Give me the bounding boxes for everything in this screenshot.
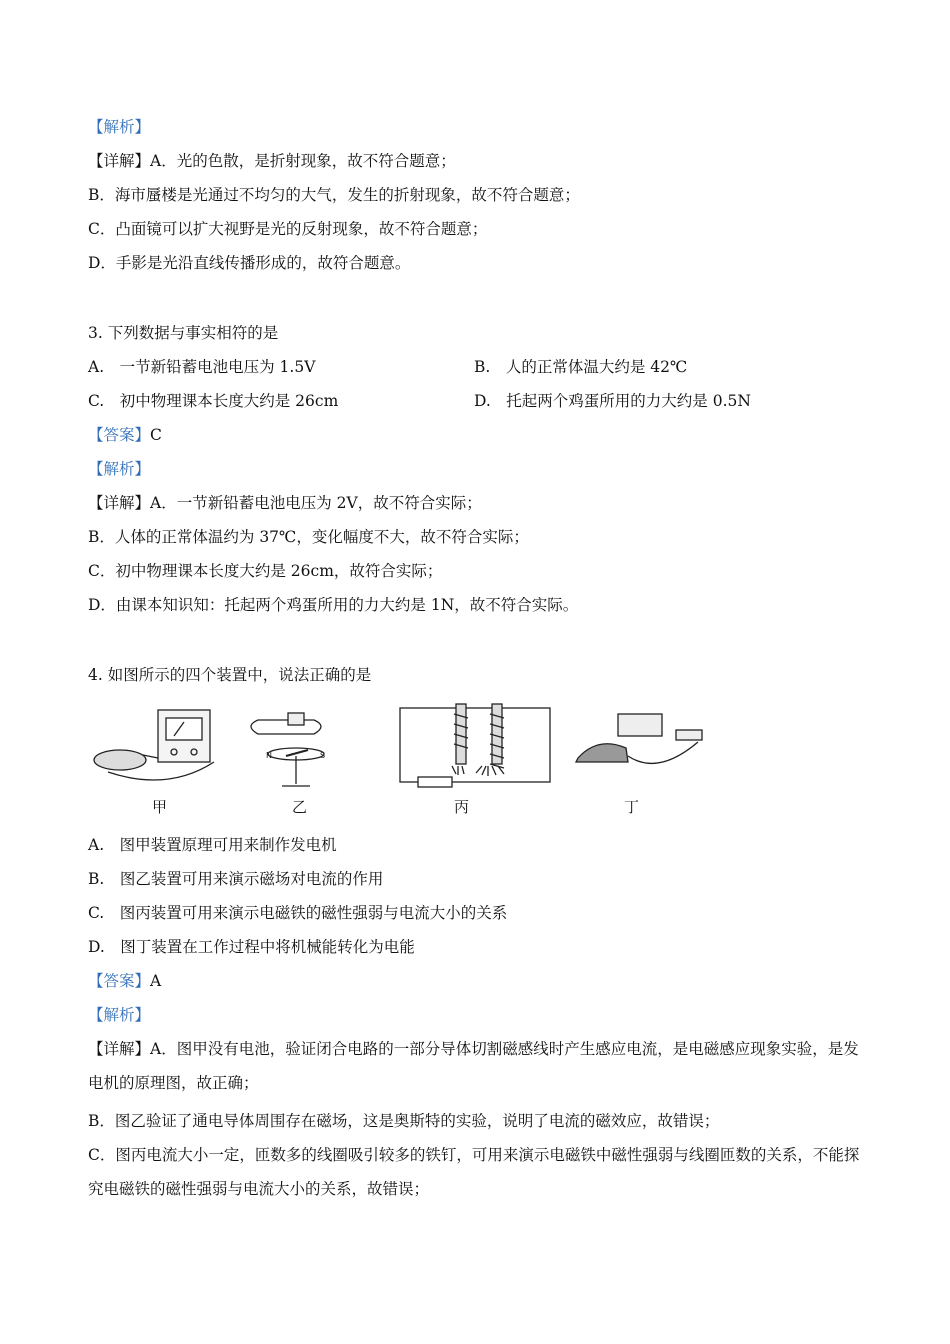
- q3-stem: 3. 下列数据与事实相符的是: [88, 324, 279, 342]
- iron-icon: [576, 744, 628, 762]
- q4-detail-tag: 【详解】: [88, 1040, 151, 1058]
- q3-option-c: C. 初中物理课本长度大约是 26cm: [88, 392, 339, 410]
- q3-option-b: B. 人的正常体温大约是 42℃: [474, 358, 688, 376]
- nails-b-icon: [476, 766, 504, 776]
- oersted-wire-icon: [251, 720, 321, 734]
- q4-figure: [88, 700, 728, 820]
- q4-option-a: A. 图甲装置原理可用来制作发电机: [88, 836, 337, 854]
- q2-detail-a: [88, 150, 456, 172]
- compass-s-label: S: [320, 751, 326, 760]
- electromagnet-a-icon: [456, 704, 466, 764]
- q4-answer: [88, 970, 161, 992]
- q2-analysis-tag: 【解析】: [88, 118, 151, 136]
- rheostat-icon: [418, 777, 452, 787]
- power-box-icon: [618, 714, 662, 736]
- q3-detail-tag: 【详解】: [88, 494, 151, 512]
- stand-icon: [282, 756, 310, 786]
- q4-answer-value: A: [150, 972, 162, 990]
- q4-option-c: C. 图丙装置可用来演示电磁铁的磁性强弱与电流大小的关系: [88, 904, 508, 922]
- nails-a-icon: [452, 766, 464, 775]
- q2-detail-b: B．海市蜃楼是光通过不均匀的大气，发生的折射现象，故不符合题意；: [88, 186, 580, 204]
- socket-icon: [676, 730, 702, 740]
- q3-detail-d: D．由课本知识知：托起两个鸡蛋所用的力大约是 1N，故不符合实际。: [88, 596, 579, 614]
- q3-answer: [88, 424, 162, 446]
- q3-option-d: D. 托起两个鸡蛋所用的力大约是 0.5N: [474, 392, 751, 410]
- q4-option-d: D. 图丁装置在工作过程中将机械能转化为电能: [88, 938, 415, 956]
- figure-label-ding: 丁: [624, 798, 640, 816]
- figure-label-jia: 甲: [152, 798, 168, 816]
- q4-detail-a-text: A．图甲没有电池，验证闭合电路的一部分导体切割磁感线时产生感应电流，是电磁感应现象实验，是发电机的原理图，故正确；: [88, 1040, 859, 1092]
- compass-needle-icon: [286, 750, 308, 756]
- q3-detail-c: C．初中物理课本长度大约是 26cm，故符合实际；: [88, 562, 443, 580]
- battery-icon: [288, 713, 304, 725]
- q4-detail-b: B．图乙验证了通电导体周围存在磁场，这是奥斯特的实验，说明了电流的磁效应，故错误；: [88, 1112, 720, 1130]
- q4-detail-a: [88, 1032, 868, 1100]
- q4-figure-drawing: [88, 700, 728, 796]
- q4-option-b: B. 图乙装置可用来演示磁场对电流的作用: [88, 870, 384, 888]
- q4-stem: 4. 如图所示的四个装置中，说法正确的是: [88, 666, 372, 684]
- q4-answer-tag: 【答案】: [88, 972, 151, 990]
- q4-analysis-tag: 【解析】: [88, 1006, 151, 1024]
- q3-option-a: A. 一节新铅蓄电池电压为 1.5V: [88, 358, 316, 376]
- q2-detail-tag: 【详解】: [88, 152, 151, 170]
- figure-label-bing: 丙: [454, 798, 470, 816]
- circuit-icon: [400, 708, 550, 782]
- q2-detail-a-text: A．光的色散，是折射现象，故不符合题意；: [150, 152, 456, 170]
- q3-analysis-tag: 【解析】: [88, 460, 151, 478]
- q3-detail-b: B．人体的正常体温约为 37℃，变化幅度不大，故不符合实际；: [88, 528, 529, 546]
- compass-n-label: N: [266, 751, 272, 760]
- q3-detail-a-text: A．一节新铅蓄电池电压为 2V，故不符合实际；: [150, 494, 482, 512]
- q3-detail-a: [88, 492, 482, 514]
- magnet-icon: [94, 750, 146, 770]
- q4-detail-c: C．图丙电流大小一定，匝数多的线圈吸引较多的铁钉，可用来演示电磁铁中磁性强弱与线圈匝数的关系，不能探究电磁铁的磁性强弱与电流大小的关系，故错误；: [88, 1146, 860, 1198]
- q3-answer-value: C: [150, 426, 162, 444]
- q2-detail-c: C．凸面镜可以扩大视野是光的反射现象，故不符合题意；: [88, 220, 488, 238]
- q3-answer-tag: 【答案】: [88, 426, 151, 444]
- q2-detail-d: D．手影是光沿直线传播形成的，故符合题意。: [88, 254, 411, 272]
- figure-label-yi: 乙: [292, 798, 308, 816]
